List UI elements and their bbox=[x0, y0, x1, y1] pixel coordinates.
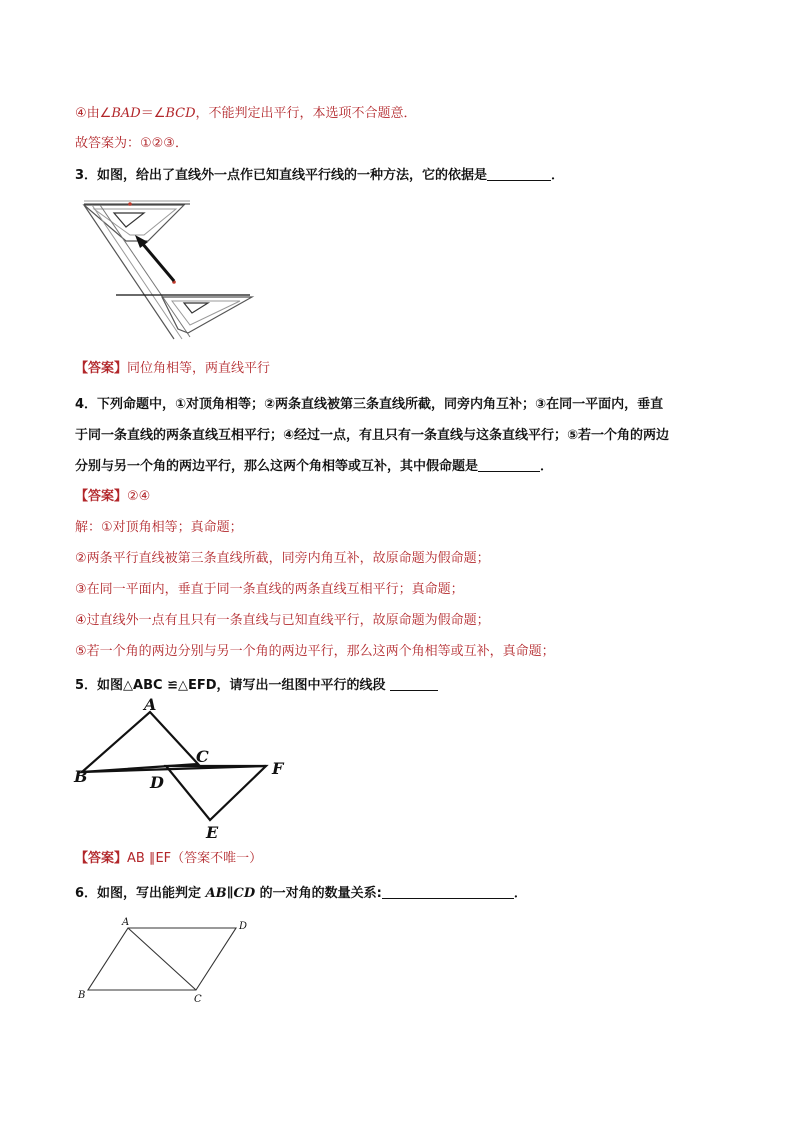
q3-question: 3．如图，给出了直线外一点作已知直线平行线的一种方法，它的依据是 ． bbox=[75, 168, 565, 183]
q3-figure-set-square bbox=[78, 197, 278, 347]
q4-line-2: 于同一条直线的两条直线互相平行；④经过一点，有且只有一条直线与这条直线平行；⑤若一个角的两边 bbox=[75, 428, 670, 443]
q4-solution-2: ②两条平行直线被第三条直线所截，同旁内角互补，故原命题为假命题； bbox=[75, 551, 490, 566]
q4-line-1: 4．下列命题中，①对顶角相等；②两条直线被第三条直线所截，同旁内角互补；③在同一平面内，垂直 bbox=[75, 397, 664, 412]
q5-answer: 【答案】AB ∥EF（答案不唯一） bbox=[75, 851, 263, 866]
q5-label-d: D bbox=[150, 773, 164, 792]
q4-blank[interactable] bbox=[478, 457, 540, 472]
q6-blank[interactable] bbox=[382, 884, 514, 899]
q4-solution-1: 解：①对顶角相等；真命题； bbox=[75, 520, 243, 535]
q5-triangle-efd bbox=[166, 766, 266, 820]
q4-answer: 【答案】②④ bbox=[75, 489, 151, 504]
q6-diagonal-ac bbox=[128, 928, 196, 990]
q6-label-a: A bbox=[122, 917, 130, 928]
prev-answer: 故答案为：①②③． bbox=[75, 136, 188, 151]
q5-label-b: B bbox=[74, 767, 88, 786]
q5-label-c: C bbox=[196, 747, 209, 766]
q6-question: 6．如图，写出能判定 AB∥CD 的一对角的数量关系: ． bbox=[75, 886, 527, 901]
q4-solution-3: ③在同一平面内，垂直于同一条直线的两条直线互相平行；真命题； bbox=[75, 582, 464, 597]
q6-figure-parallelogram bbox=[74, 914, 264, 1004]
q5-label-f: F bbox=[272, 759, 284, 778]
q5-triangle-abc bbox=[82, 712, 198, 772]
prev-option-4: ④由∠BAD＝∠BCD，不能判定出平行，本选项不合题意． bbox=[75, 106, 417, 121]
q5-blank[interactable] bbox=[390, 676, 438, 691]
q3-answer: 【答案】同位角相等，两直线平行 bbox=[75, 361, 271, 376]
q6-label-b: B bbox=[78, 990, 86, 1001]
q5-figure-triangles bbox=[70, 696, 300, 846]
q4-solution-4: ④过直线外一点有且只有一条直线与已知直线平行，故原命题为假命题； bbox=[75, 613, 490, 628]
q5-label-a: A bbox=[144, 695, 157, 714]
q3-point-top bbox=[128, 202, 132, 206]
q3-triangle-inner-upper bbox=[114, 213, 144, 227]
q5-question: 5．如图△ABC ≌△EFD，请写出一组图中平行的线段 bbox=[75, 676, 438, 696]
q3-blank[interactable] bbox=[487, 166, 551, 181]
q6-label-c: C bbox=[194, 994, 202, 1005]
q3-triangle-inner-lower bbox=[184, 303, 208, 313]
q3-arrow bbox=[142, 243, 174, 281]
q4-solution-5: ⑤若一个角的两边分别与另一个角的两边平行，那么这两个角相等或互补，真命题； bbox=[75, 644, 555, 659]
q4-line-3: 分别与另一个角的两边平行，那么这两个角相等或互补，其中假命题是 ． bbox=[75, 459, 554, 474]
q3-triangle-upper bbox=[84, 205, 184, 241]
q6-label-d: D bbox=[239, 921, 248, 932]
q5-label-e: E bbox=[206, 823, 219, 842]
